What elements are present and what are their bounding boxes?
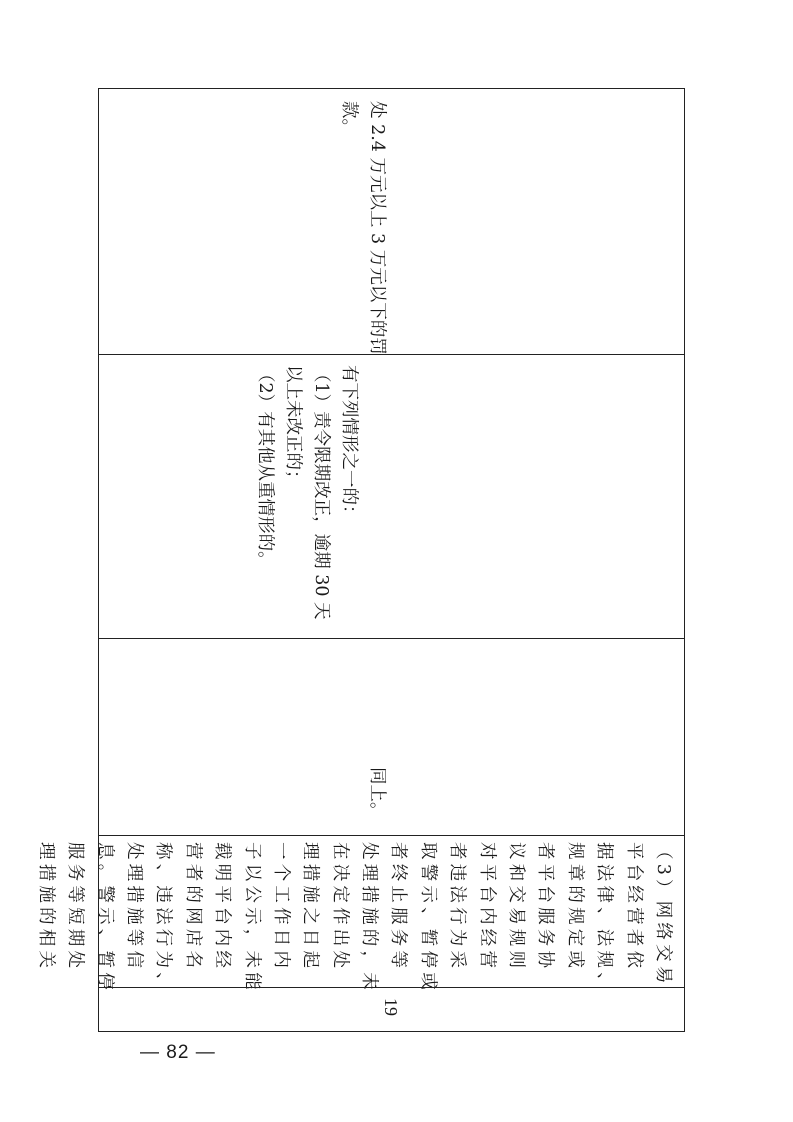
circumstance-line-3: 以上未改正的； [283,365,303,488]
violation-line: 者终止服务等 [388,842,409,973]
basis-text [363,767,391,820]
violation-line: 者平台服务协 [535,842,556,973]
violation-line: （3）网络交易 [653,842,673,988]
violation-line: 称、违法行为、 [153,842,174,994]
basis-line: 同上。 [367,767,387,820]
basis-cell [99,639,684,835]
penalty-line-1: 处 2.4 万元以上 3 万元以下的罚 [367,101,387,355]
violation-line: 者违法行为采 [447,842,468,973]
violation-line: 理措施之日起 [300,842,321,973]
violation-line: 规章的规定或 [564,842,585,973]
penalty-cell [99,89,684,354]
violation-line: 处理措施的，未 [359,842,380,994]
violation-line: 理措施的相关 [35,842,56,973]
violation-line: 取警示、暂停或 [417,842,438,994]
circumstance-line-2: （1）责令限期改正，逾期 30 天 [311,365,331,620]
violation-line: 议和交易规则 [506,842,527,973]
violation-line: 子以公示，未能 [241,842,262,994]
violation-line: 载明平台内经 [212,842,233,973]
number-cell [99,988,684,1031]
violation-line: 平台经营者依 [623,842,644,973]
violation-line: 对平台内经营 [476,842,497,973]
circumstance-line-1: 有下列情形之一的： [339,365,359,523]
violation-line: 据法律、法规、 [594,842,615,994]
violation-line: 服务等短期处 [65,842,86,973]
page-number: — 82 — [140,1042,216,1063]
violation-line: 息。警示、暂停 [94,842,115,994]
violation-line: 营者的网店名 [182,842,203,973]
penalty-table [35,88,685,1032]
violation-line: 在决定作出处 [329,842,350,973]
circumstance-cell [99,355,684,638]
violation-line: 一个工作日内 [270,842,291,973]
violation-cell [35,836,684,994]
circumstance-text [251,365,363,620]
row-number: 19 [381,998,401,1016]
penalty-text [335,101,391,355]
violation-text [30,842,677,994]
row-number-wrap [377,998,405,1016]
violation-line: 处理措施等信 [123,842,144,973]
circumstance-line-4: （2）有其他从重情形的。 [255,365,275,569]
penalty-line-2: 款。 [339,101,359,136]
